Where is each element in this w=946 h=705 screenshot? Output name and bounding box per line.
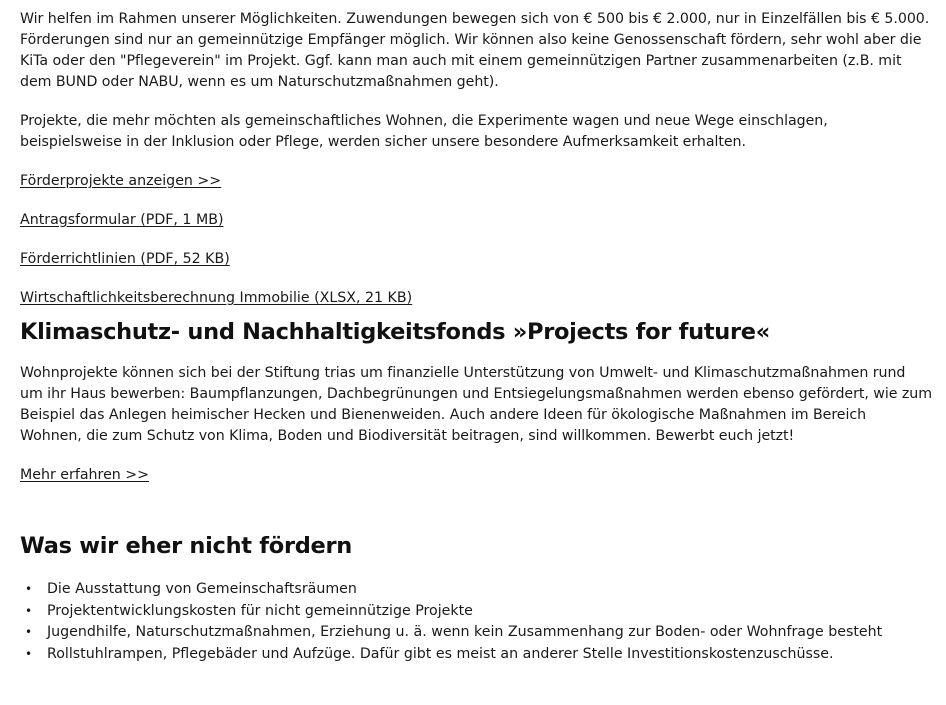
list-item <box>25 601 932 623</box>
list-item <box>25 622 932 644</box>
klimaschutz-paragraph: Wohnprojekte können sich bei der Stiftung trias um finanzielle Unterstützung von Umwelt- und Klimaschutzmaßnahmen rund um ihr Haus bewerben: Baumpflanzungen, Dachbegrünungen und Entsiegelungsmaßnahmen werden ebenso gefördert, wie zum Beispiel das Anlegen heimischer Hecken und Bienenweiden. Auch andere Ideen für ökologische Maßnahmen im Bereich Wohnen, die zum Schutz von Klima, Boden und Biodiversität beitragen, sind willkommen. Bewerbt euch jetzt! <box>20 365 932 444</box>
foerderrichtlinien-link[interactable]: Förderrichtlinien (PDF, 52 KB) <box>20 251 230 267</box>
link-row-antragsformular <box>20 210 932 231</box>
main-content <box>20 9 932 665</box>
link-row-foerderprojekte <box>20 171 932 192</box>
bullet-icon: • <box>25 646 33 661</box>
intro-paragraph-funding: Wir helfen im Rahmen unserer Möglichkeiten. Zuwendungen bewegen sich von € 500 bis € 2.000, nur in Einzelfällen bis € 5.000. Förderungen sind nur an gemeinnützige Empfänger möglich. Wir können also keine Genossenschaft fördern, sehr wohl aber die KiTa oder den "Pflegeverein" im Projekt. Ggf. kann man auch mit einem gemeinnützigen Partner zusammenarbeiten (z.B. mit dem BUND oder NABU, wenn es um Naturschutzmaßnahmen geht). <box>20 11 930 90</box>
list-item-text: Jugendhilfe, Naturschutzmaßnahmen, Erziehung u. ä. wenn kein Zusammenhang zur Boden- oder Wohnfrage besteht <box>47 624 883 640</box>
list-item-text: Projektentwicklungskosten für nicht gemeinnützige Projekte <box>47 602 473 619</box>
link-row-foerderrichtlinien <box>20 249 932 270</box>
nicht-foerdern-heading: Was wir eher nicht fördern <box>20 533 353 559</box>
intro-paragraph-projects: Projekte, die mehr möchten als gemeinschaftliches Wohnen, die Experimente wagen und neue Wege einschlagen, beispielsweise in der Inklusion oder Pflege, werden sicher unsere besondere Aufmerksamkeit erhalten. <box>20 113 828 150</box>
link-row-mehr-erfahren <box>20 465 932 486</box>
list-item-text: Rollstuhlrampen, Pflegebäder und Aufzüge. Dafür gibt es meist an anderer Stelle Investitionskostenzuschüsse. <box>47 645 834 662</box>
list-item-text: Die Ausstattung von Gemeinschaftsräumen <box>47 581 357 597</box>
bullet-icon: • <box>25 582 33 596</box>
link-row-wirtschaftlichkeit <box>20 288 932 309</box>
bullet-icon: • <box>25 625 33 639</box>
antragsformular-link[interactable]: Antragsformular (PDF, 1 MB) <box>20 212 224 228</box>
list-item <box>25 644 932 666</box>
wirtschaftlichkeitsberechnung-link[interactable]: Wirtschaftlichkeitsberechnung Immobilie (XLSX, 21 KB) <box>20 290 413 306</box>
mehr-erfahren-link[interactable]: Mehr erfahren >> <box>20 467 150 483</box>
nicht-foerdern-list <box>20 579 932 665</box>
bullet-icon: • <box>25 603 33 618</box>
klimaschutz-heading: Klimaschutz- und Nachhaltigkeitsfonds »Projects for future« <box>20 319 771 345</box>
list-item <box>25 579 932 601</box>
foerderprojekte-link[interactable]: Förderprojekte anzeigen >> <box>20 173 222 189</box>
